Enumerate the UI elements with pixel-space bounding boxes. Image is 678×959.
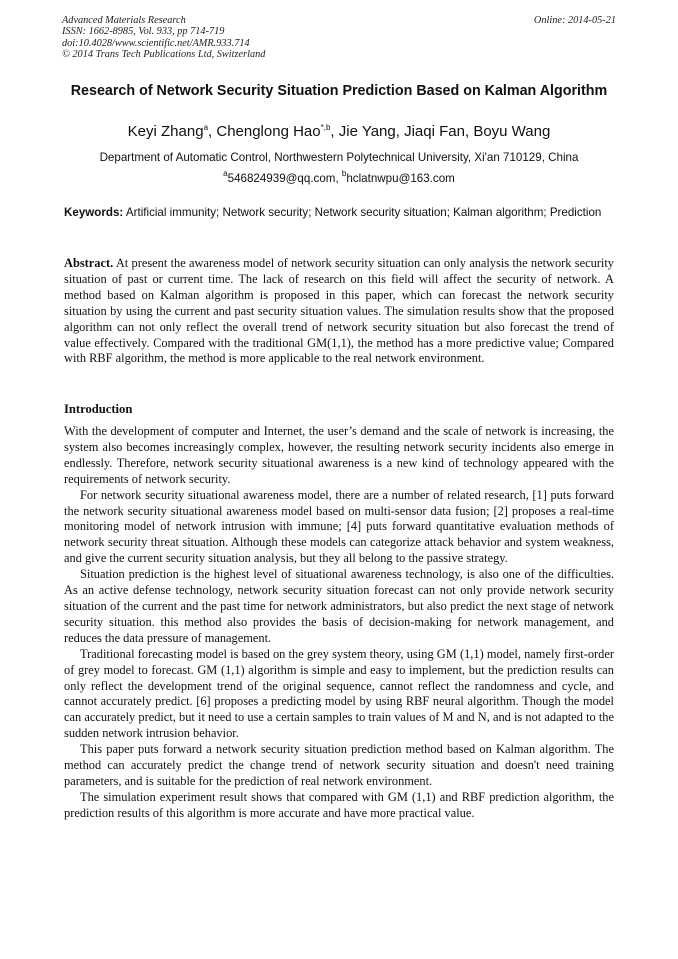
email-address: 546824939@qq.com xyxy=(227,172,336,185)
author-name: Keyi Zhang xyxy=(127,123,204,140)
author-name: Chenglong Hao xyxy=(216,123,321,140)
paragraph: This paper puts forward a network security situation prediction method based on Kalman algorithm. The method can accurately predict the change trend of network security situation and doesn't need training parameters, and is suitable for the prediction of real network environment. xyxy=(64,742,614,788)
paragraph: With the development of computer and Internet, the user’s demand and the scale of network is increasing, the system also becomes increasingly complex, however, the resulting network security incidents also emerge in endlessly. Therefore, network security situational awareness is a new kind of technology appeared with the requirements of network security. xyxy=(64,424,614,486)
paper-title: Research of Network Security Situation Prediction Based on Kalman Algorithm xyxy=(70,83,608,99)
keywords xyxy=(64,206,614,221)
author-name: Jiaqi Fan xyxy=(404,123,465,140)
section-heading-introduction: Introduction xyxy=(64,402,133,416)
copyright-line: © 2014 Trans Tech Publications Ltd, Switzerland xyxy=(62,49,266,61)
paragraph: Situation prediction is the highest level of situational awareness technology, is also one of the difficulties. As an active defense technology, network security situation forecast can not only provide network security situation of the current and the past time for network administrators, but also predict the next stage of network security situation. this method also provides the basis of decision-making for network management, and reduces the data pressure of management. xyxy=(64,567,614,645)
email-mark: b xyxy=(341,169,347,178)
paragraph: Traditional forecasting model is based on the grey system theory, using GM (1,1) model, namely first-order of grey model to forecast. GM (1,1) algorithm is simple and easy to implement, but the prediction results can only reflect the development trend of the original sequence, cannot reflect the randomness and cycle, and cannot accurately predict. [6] proposes a predicting model by using RBF neural algorithm. Though the model can accurately predict, but it need to use a certain samples to train values of M and N, and is not adapted to the sudden network intrusion behavior. xyxy=(64,646,614,741)
author-name: Jie Yang xyxy=(338,123,396,140)
online-date: Online: 2014-05-21 xyxy=(533,15,616,26)
abstract xyxy=(64,256,614,367)
paragraph: For network security situational awareness model, there are a number of related research, [1] puts forward the network security situational awareness model based on multi-sensor data fusion; [2] proposes a real-time monitoring model of network intrusion with immune; [4] puts forward quantitative evaluation methods of network security threat situation. Although these models can categorize attack behavior and system weakness, and give the current security situation analysis, but they all belong to the passive strategy. xyxy=(64,487,614,566)
journal-name: Advanced Materials Research xyxy=(62,15,186,26)
abstract-text: At present the awareness model of network security situation can only analysis the network security situation of past or current time. The lack of research on this field will affect the security of network. A method based on Kalman algorithm is proposed in this paper, which can forecast the network security situation by using the current and past security situation values. The simulation results show that the proposed algorithm can not only reflect the overall trend of network security situation but also forecast the trend of value effectively. Compared with the traditional GM(1,1), the method has a more predictive value; Compared with RBF algorithm, the method is more applicable to the real network environment. xyxy=(64,256,614,366)
keywords-label: Keywords: xyxy=(64,206,124,219)
issn-line: ISSN: 1662-8985, Vol. 933, pp 714-719 xyxy=(62,26,225,38)
author-name: Boyu Wang xyxy=(473,123,551,140)
email-mark: a xyxy=(223,169,228,178)
author-affil-mark: a xyxy=(203,123,209,132)
keywords-text: Artificial immunity; Network security; Network security situation; Kalman algorithm; Prediction xyxy=(125,206,602,219)
affiliation: Department of Automatic Control, Northwestern Polytechnical University, Xi'an 710129, China xyxy=(99,151,579,164)
email-list: $^a$546824939@qq.com, $^b$hclatnwpu@163.com xyxy=(223,169,455,185)
abstract-label: Abstract. xyxy=(64,256,114,270)
paragraph: The simulation experiment result shows that compared with GM (1,1) and RBF prediction algorithm, the prediction results of this algorithm is more accurate and have more practical value. xyxy=(64,789,614,820)
author-list: Keyi Zhang$^a$, Chenglong Hao$^{*,b}$, Jie Yang, Jiaqi Fan, Boyu Wang xyxy=(127,123,551,140)
doi-line: doi:10.4028/www.scientific.net/AMR.933.714 xyxy=(62,37,250,49)
email-address: hclatnwpu@163.com xyxy=(346,172,455,185)
introduction-body xyxy=(64,424,614,822)
journal-header xyxy=(62,15,616,61)
author-affil-mark: *,b xyxy=(320,123,331,132)
